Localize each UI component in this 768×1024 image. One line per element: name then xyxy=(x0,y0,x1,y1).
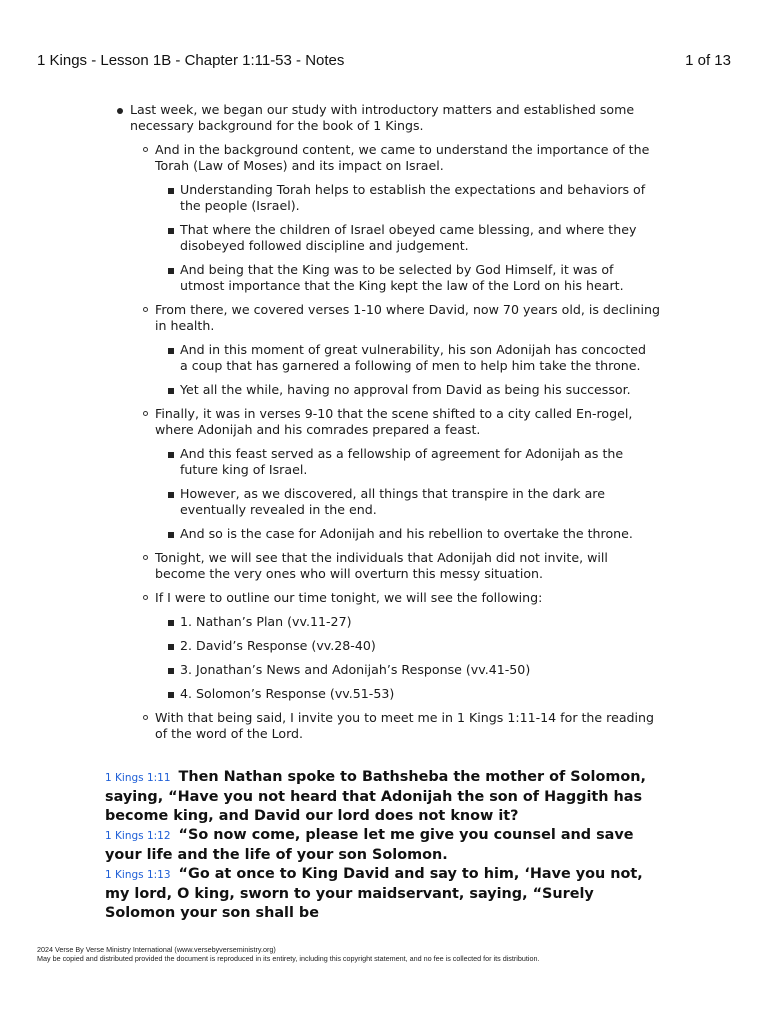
bullet-icon xyxy=(168,532,174,538)
list-item: However, as we discovered, all things that transpire in the dark are eventually revealed in the end. xyxy=(180,486,655,518)
list-item: Tonight, we will see that the individuals that Adonijah did not invite, will become the very ones who will overturn this messy situation. xyxy=(155,550,660,582)
list-item: And so is the case for Adonijah and his rebellion to overtake the throne. xyxy=(180,526,655,542)
list-item: And in the background content, we came to understand the importance of the Torah (Law of Moses) and its impact on Israel. xyxy=(155,142,660,174)
list-item: 1. Nathan’s Plan (vv.11-27) xyxy=(180,614,655,630)
bullet-icon xyxy=(143,307,148,312)
bullet-icon xyxy=(168,452,174,458)
bullet-icon xyxy=(143,555,148,560)
list-item: And in this moment of great vulnerability, his son Adonijah has concocted a coup that has garnered a following of men to help him take the throne. xyxy=(180,342,655,374)
bullet-icon xyxy=(168,492,174,498)
verse-reference-link[interactable]: 1 Kings 1:11 xyxy=(105,772,171,784)
page-header xyxy=(37,52,731,72)
copyright-footer xyxy=(37,945,539,963)
bullet-icon xyxy=(143,715,148,720)
bullet-icon xyxy=(143,147,148,152)
verse-text: Then Nathan spoke to Bathsheba the mother of Solomon, saying, “Have you not heard that Adonijah the son of Haggith has become king, and David our lord does not know it? xyxy=(105,769,646,824)
list-item: Finally, it was in verses 9-10 that the scene shifted to a city called En-rogel, where Adonijah and his comrades prepared a feast. xyxy=(155,406,660,438)
verse-text: “Go at once to King David and say to him, ‘Have you not, my lord, O king, sworn to your maidservant, saying, “Surely Solomon your son shall be xyxy=(105,866,643,921)
document-title: 1 Kings - Lesson 1B - Chapter 1:11-53 - Notes xyxy=(37,52,345,69)
list-item: Yet all the while, having no approval from David as being his successor. xyxy=(180,382,655,398)
bullet-icon xyxy=(168,188,174,194)
list-item: That where the children of Israel obeyed came blessing, and where they disobeyed followed discipline and judgement. xyxy=(180,222,655,254)
list-item: From there, we covered verses 1-10 where David, now 70 years old, is declining in health. xyxy=(155,302,660,334)
bullet-icon xyxy=(168,692,174,698)
bullet-icon xyxy=(143,595,148,600)
scripture-passage xyxy=(105,768,665,923)
list-item: And this feast served as a fellowship of agreement for Adonijah as the future king of Israel. xyxy=(180,446,655,478)
verse-reference-link[interactable]: 1 Kings 1:13 xyxy=(105,869,171,881)
bullet-icon xyxy=(168,644,174,650)
list-item: With that being said, I invite you to meet me in 1 Kings 1:11-14 for the reading of the word of the Lord. xyxy=(155,710,660,742)
list-item: 3. Jonathan’s News and Adonijah’s Response (vv.41-50) xyxy=(180,662,655,678)
list-item: If I were to outline our time tonight, we will see the following: xyxy=(155,590,660,606)
list-item: 4. Solomon’s Response (vv.51-53) xyxy=(180,686,655,702)
bullet-icon xyxy=(168,388,174,394)
copyright-line: 2024 Verse By Verse Ministry International (www.versebyverseministry.org) xyxy=(37,945,276,954)
bullet-icon xyxy=(168,668,174,674)
list-item: Last week, we began our study with introductory matters and established some necessary background for the book of 1 Kings. xyxy=(130,102,650,134)
distribution-notice: May be copied and distributed provided the document is reproduced in its entirety, including this copyright statement, and no fee is collected for its distribution. xyxy=(37,954,540,963)
verse-reference-link[interactable]: 1 Kings 1:12 xyxy=(105,830,171,842)
bullet-icon xyxy=(168,228,174,234)
bullet-icon xyxy=(168,268,174,274)
bullet-icon xyxy=(143,411,148,416)
list-item: And being that the King was to be selected by God Himself, it was of utmost importance that the King kept the law of the Lord on his heart. xyxy=(180,262,655,294)
verse-text: “So now come, please let me give you counsel and save your life and the life of your son Solomon. xyxy=(105,827,634,863)
list-item: Understanding Torah helps to establish the expectations and behaviors of the people (Israel). xyxy=(180,182,655,214)
notes-outline xyxy=(0,102,768,742)
bullet-icon xyxy=(168,620,174,626)
list-item: 2. David’s Response (vv.28-40) xyxy=(180,638,655,654)
bullet-icon xyxy=(117,108,123,114)
bullet-icon xyxy=(168,348,174,354)
page-indicator: 1 of 13 xyxy=(685,52,731,69)
